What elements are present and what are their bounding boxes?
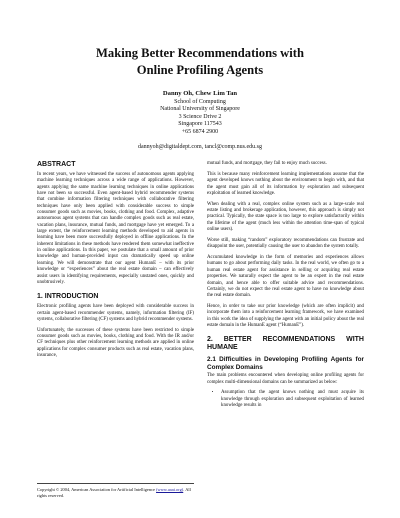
right-column — [207, 161, 364, 409]
copyright-text: Copyright © 2004, American Association for Artificial Intelligence — [37, 487, 155, 492]
aaai-link[interactable]: (www.aaai.org) — [156, 487, 184, 492]
author-names: Danny Oh, Chew Lim Tan — [162, 90, 238, 97]
intro-paragraph-2: Unfortunately, the successes of these systems have been restricted to simple consumer goods such as movies, books, clothing and food. With the IR and/or CF techniques plus other reinforcement learning methods are applied in online applications for complex consumer products such as real estate, vacation plans, insurance, — [37, 327, 194, 359]
left-column — [37, 161, 194, 364]
paper-title — [40, 45, 360, 79]
section-2-heading: 2. BETTER RECOMMENDATIONS WITH HUMANE — [207, 336, 364, 352]
copyright-notice — [37, 483, 194, 499]
author-address-2: Singapore 117543 — [178, 121, 222, 128]
author-address-1: 3 Science Drive 2 — [178, 113, 222, 120]
author-phone: +65 6874 2900 — [181, 128, 219, 135]
abstract-text: In recent years, we have witnessed the success of autonomous agents applying machine learning techniques across a wide range of applications. However, agents applying the same machine learning techniques in online applications have not been so successful. Even agent-based hybrid recommender systems that combine information filtering techniques with collaborative filtering techniques have only been applied with considerable success to simple consumer goods such as movies, books, clothing and food. Complex, adaptive autonomous agent systems that can handle complex goods such as real estate, vacation plans, insurance, mutual funds, and mortgage have yet emerged. To a large extent, the reinforcement learning methods developed to aid agents in learning have been more successfully deployed in offline applications. In the inherent limitations in these methods have rendered them somewhat ineffective in online applications. In this paper, we postulate that a small amount of prior knowledge and human-provided input can dramatically speed up online learning. We will demonstrate that our agent HumanE – with its prior knowledge or “experiences” about the real estate domain – can effectively assist users in identifying requirements, especially unstated ones, quickly and unobtrusively. — [37, 172, 194, 285]
difficulty-list — [207, 390, 364, 409]
difficulty-item: • Assumption that the agent knows nothing and must acquire its knowledge through exploration and subsequent exploitation of learned knowledge results in — [221, 390, 364, 409]
title-line-1: Making Better Recommendations with — [96, 46, 304, 60]
author-email: dannyoh@digitaldept.com, tancl@comp.nus.edu.sg — [137, 143, 263, 150]
intro-paragraph-5: When dealing with a real, complex online system such as a large-scale real estate listing and brokerage application, however, this approach is simply not practical. Typically, the state space is too large to explore satisfactorily within the lifetime of the agent (much less within the attention time-span of typical online users). — [207, 201, 364, 233]
intro-paragraph-1: Electronic profiling agents have been deployed with considerable success in certain agent-based recommender systems, namely, information filtering (IF) systems, collaborative filtering (CF) systems and hybrid recommender systems. — [37, 304, 194, 322]
introduction-heading: 1. INTRODUCTION — [37, 293, 99, 301]
intro-paragraph-4: This is because many reinforcement learning implementations assume that the agent developed knows nothing about the environment to begin with, and that the agent must gain all of its information by exploration and subsequent exploitation of learned knowledge. — [207, 171, 364, 196]
author-affiliation: School of Computing — [174, 98, 226, 105]
author-university: National University of Singapore — [160, 106, 240, 113]
intro-paragraph-7: Accumulated knowledge in the form of memories and experiences allows humans to go about performing daily tasks. In the real world, we often go to a human real estate agent for assistance in selling or acquiring real estate properties. We naturally expect the agent to be an expert in the real estate domain, and hence able to offer suitable advice and recommendations. Certainly, we do not expect the real estate agent to have no knowledge about the real estate domain. — [207, 255, 364, 299]
intro-paragraph-6: Worse still, making “random” exploratory recommendations can frustrate and disappoint the user, potentially causing the user to abandon the system totally. — [207, 237, 364, 250]
intro-paragraph-3: mutual funds, and mortgage, they fail to enjoy much success. — [207, 161, 327, 166]
intro-paragraph-8: Hence, in order to take our prior knowledge (which are often implicit) and incorporate them into a reinforcement learning framework, we have examined in this work the idea of supplying the agent with an initial policy about the real estate domain in the HumanE agent (“HumanE”). — [207, 304, 364, 329]
section-2-1-heading: 2.1 Difficulties in Developing Profiling Agents for Complex Domains — [207, 356, 364, 371]
copyright-rights: . All rights reserved. — [37, 487, 191, 498]
abstract-heading: ABSTRACT — [37, 161, 76, 168]
section-2-1-paragraph: The main problems encountered when developing online profiling agents for complex multi-dimensional domains can be summarized as below: — [207, 373, 364, 385]
author-block — [60, 90, 340, 151]
title-line-2: Online Profiling Agents — [136, 63, 264, 77]
